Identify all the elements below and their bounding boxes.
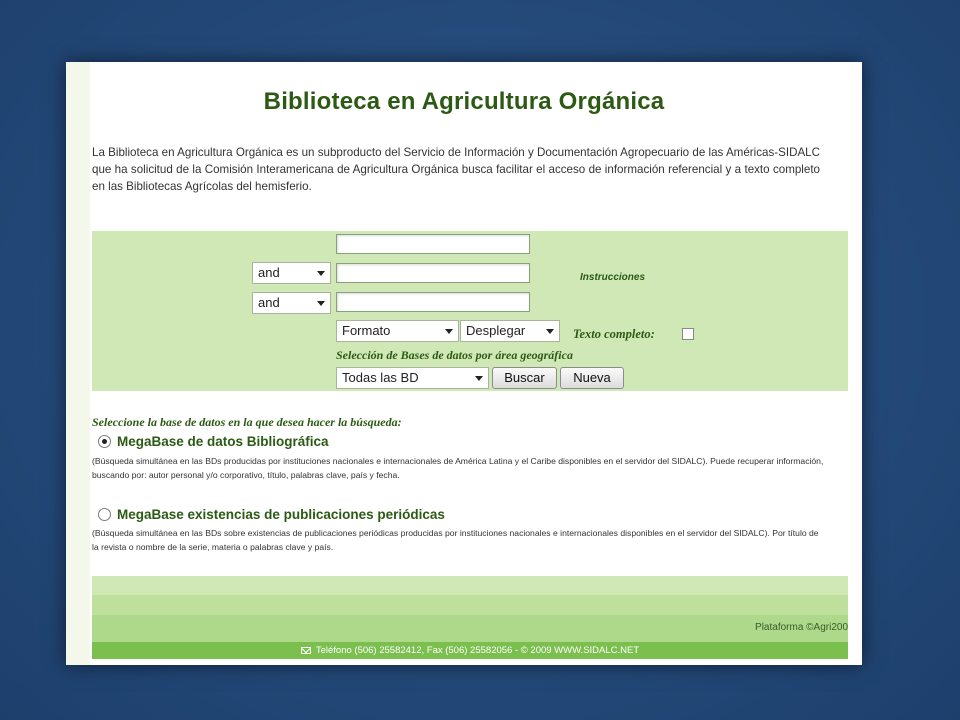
footer-platform: Plataforma ©Agri200 bbox=[755, 622, 848, 633]
search-term-input-2[interactable] bbox=[336, 263, 530, 283]
dropdown-caret-icon bbox=[445, 329, 453, 334]
intro-text: La Biblioteca en Agricultura Orgánica es un subproducto del Servicio de Información y Documentación Agropecuario de las Américas-SIDALC que ha solicitud de la Comisión Interamericana de Agricultura Orgánica busca facilitar el acceso de información referencial y a texto completo en las Bibliotecas Agrícolas del hemisferio. bbox=[92, 146, 820, 193]
operator-select-2[interactable] bbox=[252, 292, 331, 314]
radio-periodicals[interactable] bbox=[98, 508, 111, 521]
search-panel bbox=[92, 231, 848, 391]
dropdown-caret-icon bbox=[317, 271, 325, 276]
format-select-value: Formato bbox=[342, 323, 391, 338]
database-select[interactable] bbox=[336, 367, 489, 389]
library-page bbox=[66, 62, 862, 665]
fulltext-label: Texto completo: bbox=[573, 327, 655, 341]
footer-contact-text: Teléfono (506) 25582412, Fax (506) 25582056 - © 2009 WWW.SIDALC.NET bbox=[315, 645, 640, 656]
search-term-input-3[interactable] bbox=[336, 292, 530, 312]
footer-band-3 bbox=[92, 615, 848, 642]
database-section-label: Seleccione la base de datos en la que desea hacer la búsqueda: bbox=[92, 415, 402, 429]
geo-section-label: Selección de Bases de datos por área geográfica bbox=[336, 348, 573, 362]
fulltext-checkbox[interactable] bbox=[682, 328, 694, 340]
operator-select-1-value: and bbox=[258, 265, 280, 280]
mail-icon bbox=[301, 647, 311, 654]
operator-select-2-value: and bbox=[258, 295, 280, 310]
option-desc-bibliographic: (Búsqueda simultánea en las BDs producidas por instituciones nacionales e internacionales de América Latina y el Caribe disponibles en el servidor del SIDALC). Puede recuperar información, buscando por: autor personal y/o corporativo, título, palabras clave, país y fecha. bbox=[92, 456, 824, 480]
display-select-value: Desplegar bbox=[466, 323, 526, 338]
dropdown-caret-icon bbox=[546, 329, 554, 334]
page-title: Biblioteca en Agricultura Orgánica bbox=[263, 88, 665, 115]
search-button[interactable]: Buscar bbox=[492, 367, 557, 389]
format-select[interactable] bbox=[336, 320, 459, 342]
dropdown-caret-icon bbox=[475, 376, 483, 381]
left-strip bbox=[66, 62, 90, 665]
option-title-periodicals[interactable]: MegaBase existencias de publicaciones periódicas bbox=[117, 507, 445, 522]
footer-band-1 bbox=[92, 576, 848, 595]
search-term-input-1[interactable] bbox=[336, 234, 530, 254]
option-desc-periodicals: (Búsqueda simultánea en las BDs sobre existencias de publicaciones periódicas producidas por instituciones nacionales e internacionales disponibles en el servidor del SIDALC). Por título de la revista o nombre de la serie, materia o palabras clave y país. bbox=[92, 528, 819, 552]
instructions-link[interactable]: Instrucciones bbox=[580, 272, 646, 283]
new-search-button[interactable]: Nueva bbox=[560, 367, 624, 389]
radio-bibliographic[interactable] bbox=[98, 435, 111, 448]
operator-select-1[interactable] bbox=[252, 262, 331, 284]
display-select[interactable] bbox=[460, 320, 560, 342]
database-select-value: Todas las BD bbox=[342, 370, 419, 385]
footer-band-2 bbox=[92, 595, 848, 615]
option-title-bibliographic[interactable]: MegaBase de datos Bibliográfica bbox=[117, 434, 329, 449]
dropdown-caret-icon bbox=[317, 301, 325, 306]
footer-contact bbox=[92, 642, 848, 659]
